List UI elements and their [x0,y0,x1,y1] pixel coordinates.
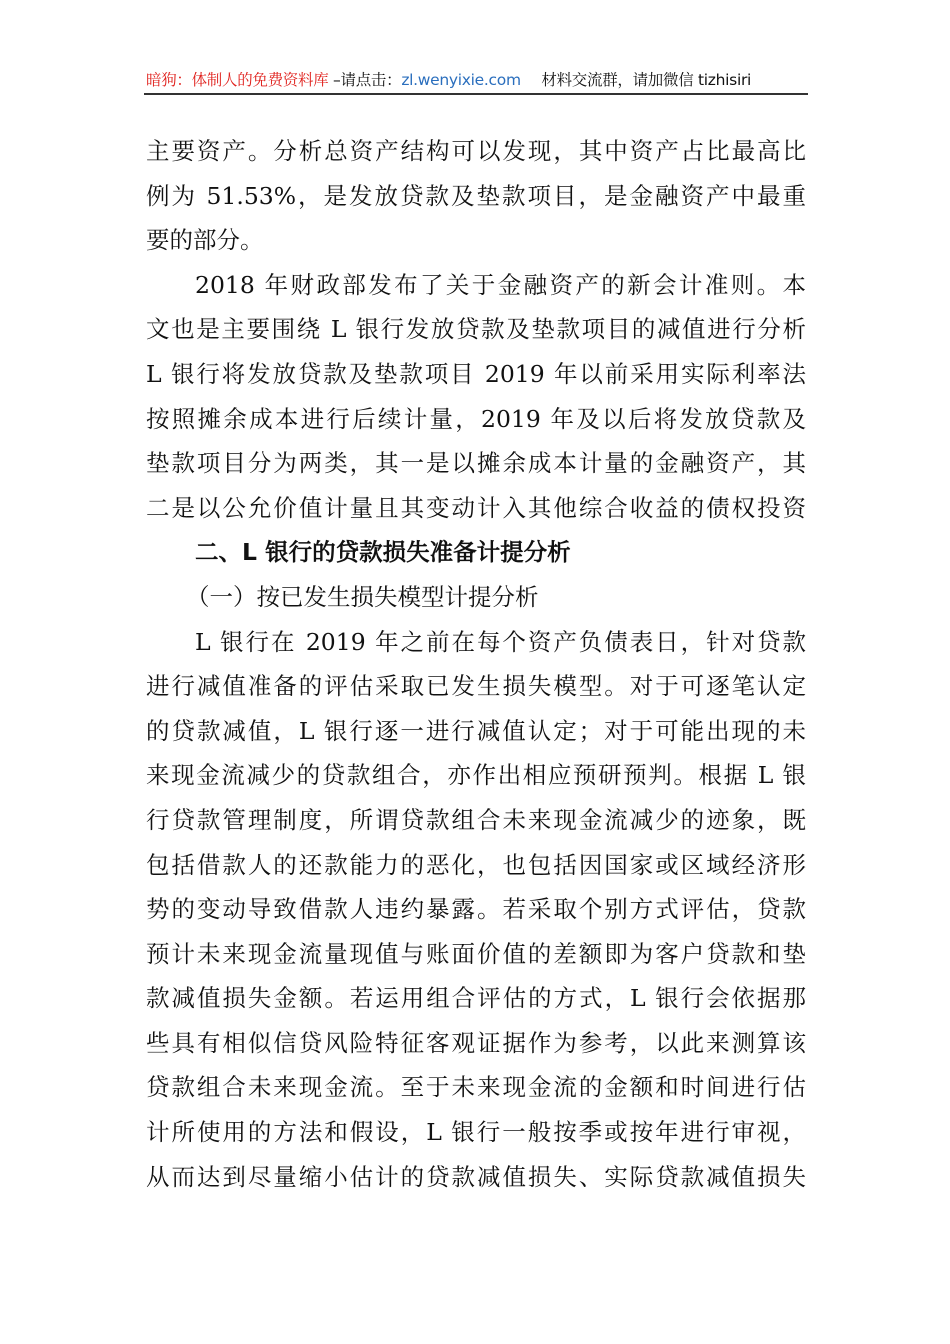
text-line: 从而达到尽量缩小估计的贷款减值损失、实际贷款减值损失 [146,1162,806,1191]
page-header [146,68,806,90]
header-contact: 材料交流群，请加微信 tizhisiri [541,71,752,89]
text-line: 包括借款人的还款能力的恶化，也包括因国家或区域经济形 [146,850,806,879]
document-body [146,129,806,1199]
text-line: 进行减值准备的评估采取已发生损失模型。对于可逐笔认定 [146,672,806,701]
text-line: 2018 年财政部发布了关于金融资产的新会计准则。本 [195,270,806,299]
text-line: 行贷款管理制度，所谓贷款组合未来现金流减少的迹象，既 [146,805,806,834]
text-line: 主要资产。分析总资产结构可以发现，其中资产占比最高比 [146,137,806,165]
text-line: 些具有相似信贷风险特征客观证据作为参考，以此来测算该 [146,1028,806,1057]
text-line: 款减值损失金额。若运用组合评估的方式，L 银行会依据那 [146,984,806,1013]
text-line: 计所使用的方法和假设，L 银行一般按季或按年进行审视， [146,1118,806,1147]
text-line: 垫款项目分为两类，其一是以摊余成本计量的金融资产，其 [146,449,806,478]
text-line: L 银行将发放贷款及垫款项目 2019 年以前采用实际利率法 [146,359,806,388]
subsection-heading: （一）按已发生损失模型计提分析 [186,582,539,611]
text-line: 贷款组合未来现金流。至于未来现金流的金额和时间进行估 [146,1073,806,1102]
text-line: 的贷款减值，L 银行逐一进行减值认定；对于可能出现的未 [146,716,806,745]
header-link[interactable]: zl.wenyixie.com [401,71,521,89]
text-line: 例为 51.53%，是发放贷款及垫款项目，是金融资产中最重 [146,181,806,210]
text-line: 要的部分。 [146,226,264,255]
section-heading: 二、L 银行的贷款损失准备计提分析 [195,538,571,567]
text-line: 文也是主要围绕 L 银行发放贷款及垫款项目的减值进行分析 [146,315,806,344]
header-rule [144,93,808,95]
text-line: 按照摊余成本进行后续计量，2019 年及以后将发放贷款及 [146,404,806,433]
header-prompt: –请点击： [333,71,402,89]
text-line: 二是以公允价值计量且其变动计入其他综合收益的债权投资 [146,493,806,522]
text-line: 来现金流减少的贷款组合，亦作出相应预研预判。根据 L 银 [146,761,806,790]
text-line: 预计未来现金流量现值与账面价值的差额即为客户贷款和垫 [146,939,806,968]
text-line: 势的变动导致借款人违约暴露。若采取个别方式评估，贷款 [146,895,806,924]
text-line: L 银行在 2019 年之前在每个资产负债表日，针对贷款 [195,627,806,656]
site-name: 暗狗：体制人的免费资料库 [146,71,329,89]
